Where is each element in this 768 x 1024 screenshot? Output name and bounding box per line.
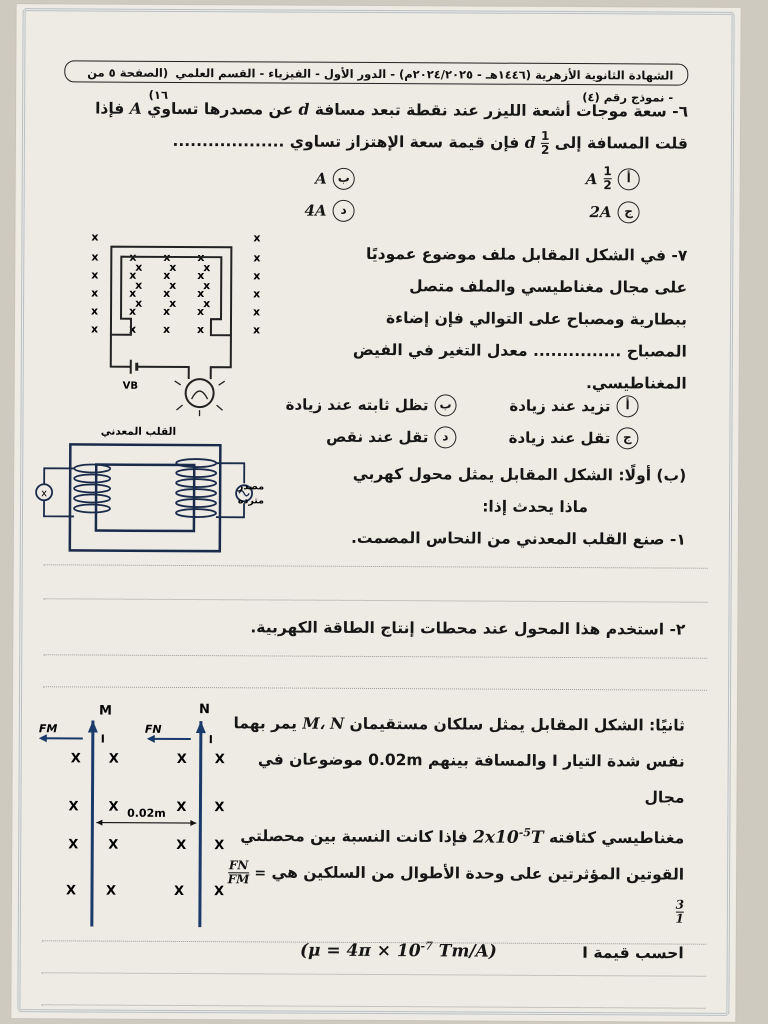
field-x-mark: x: [163, 286, 171, 300]
secondary-coil-icon: [176, 459, 216, 517]
q6-line2: قلت المسافة إلى $\frac{1}{2}$ d فإن قيمة سعة الإهتزاز تساوي ...................: [172, 128, 688, 157]
field-x-mark: x: [163, 268, 171, 282]
field-x-mark: X: [173, 883, 185, 899]
transformer-figure: [18, 416, 269, 557]
field-x-mark: x: [197, 287, 205, 301]
q7-text: ٧- في الشكل المقابل ملف موضوع عموديًا على مجال مغناطيسي والملف متصل ببطارية ومصباح على التوالي فإن إضاءة المصباح ............... معدل التغير في الفيض المغناطيسي.: [352, 244, 688, 393]
partb-item2: ٢- استخدم هذا المحول عند محطات إنتاج الطاقة الكهربية.: [250, 618, 686, 639]
current-n-label: I: [208, 733, 213, 747]
q6-option-a[interactable]: أ $\frac{1}{2}$ A: [586, 165, 640, 192]
field-x-mark: x: [197, 251, 205, 265]
field-x-mark: X: [105, 883, 117, 899]
field-x-mark: x: [129, 250, 137, 264]
source-label-1: مصدر: [237, 481, 265, 493]
field-x-mark: x: [91, 268, 99, 282]
lamp-rays-icon: [175, 381, 225, 416]
exam-page: [11, 4, 740, 1022]
field-x-mark: X: [70, 751, 81, 767]
partb-item1: ١- صنع القلب المعدني من النحاس المصمت.: [351, 528, 686, 549]
distance-label: 0.02m: [127, 806, 166, 820]
second-text: ثانيًا: الشكل المقابل يمثل سلكان مستقيمان M، N يمر بهما نفس شدة التيار I والمسافة بينهم 0.02m موضوعان في مجال مغناطيسي كثافته $2x10^{-5}T$ فإذا كانت النسبة بين محصلتي القوتين المؤثرتين على وحدة الأطوال من السلكين هي $\frac{FN}{FM}$ = $\frac{3}{1}$ احسب قيمة I ($\mu = 4\pi \times 10^{-7}$ Tm/A): [227, 713, 685, 962]
field-x-mark: x: [129, 304, 137, 318]
q7-option-d[interactable]: د تقل عند نقص: [326, 426, 456, 449]
q7-option-a[interactable]: أ تزيد عند زيادة: [509, 395, 638, 418]
q6-option-b[interactable]: ب A: [315, 168, 355, 190]
field-x-mark: x: [135, 296, 143, 310]
page-header: [64, 60, 688, 105]
field-x-mark: X: [213, 884, 225, 900]
field-x-mark: X: [108, 751, 119, 767]
field-x-mark: x: [91, 230, 99, 244]
q7-option-b[interactable]: ب تظل ثابته عند زيادة: [286, 394, 457, 417]
field-x-mark: X: [176, 837, 187, 854]
field-x-mark: x: [203, 297, 211, 311]
field-x-mark: x: [163, 250, 171, 264]
field-x-mark: x: [135, 278, 143, 292]
primary-coil-icon: [74, 464, 110, 512]
field-x-mark: x: [135, 260, 143, 274]
wire-n-label: N: [198, 702, 210, 718]
svg-text:x: x: [41, 488, 48, 500]
field-x-mark: x: [163, 304, 171, 318]
field-x-mark: x: [91, 250, 99, 264]
wire-m: [92, 721, 93, 927]
force-fn-label: FN: [144, 722, 162, 736]
field-x-mark: x: [252, 323, 261, 337]
field-x-mark: X: [214, 800, 225, 816]
field-x-mark: X: [176, 751, 187, 768]
q7-coil-figure: [71, 226, 272, 417]
field-x-mark: x: [129, 286, 137, 300]
field-x-mark: x: [253, 269, 261, 283]
battery-label: VB: [122, 380, 139, 392]
field-x-mark: x: [169, 260, 177, 274]
field-x-mark: x: [90, 322, 99, 336]
partb-intro: (ب) أولًا: الشكل المقابل يمثل محول كهربي: [352, 464, 687, 485]
header-title: الشهادة الثانوية الأزهرية (١٤٤٦هـ - ٢٠٢٤/٢٠٢٥م) - الدور الأول - الفيزياء - القسم العلمي - نموذج رقم (٤): [175, 65, 674, 105]
q7-option-c[interactable]: ج تقل عند زيادة: [509, 427, 639, 450]
q6-option-d[interactable]: د 4A: [304, 200, 354, 222]
parallel-wires-figure: [32, 698, 233, 929]
field-x-mark: X: [108, 837, 119, 853]
field-x-mark: x: [203, 279, 211, 293]
field-x-mark: x: [253, 287, 261, 301]
field-x-mark: x: [203, 261, 211, 275]
field-x-mark: x: [197, 305, 205, 319]
field-x-mark: x: [162, 322, 171, 336]
core-label: القلب المعدني: [100, 425, 177, 438]
circuit-wire-bottom: [137, 367, 189, 379]
lamp-icon: [186, 379, 214, 407]
field-x-mark: x: [196, 323, 205, 337]
source-label-2: مترده: [237, 495, 265, 507]
field-x-mark: X: [68, 837, 79, 853]
field-x-mark: x: [91, 304, 99, 318]
force-fm-label: FM: [38, 722, 58, 736]
q6-option-c[interactable]: ج 2A: [589, 201, 639, 223]
field-x-mark: X: [65, 883, 77, 899]
field-x-mark: x: [253, 231, 261, 245]
distance-marker: [96, 823, 196, 824]
field-x-mark: x: [129, 268, 137, 282]
field-x-mark: x: [197, 269, 205, 283]
circuit-wire-right: [211, 335, 231, 379]
partb-ask: ماذا يحدث إذا:: [482, 497, 589, 517]
field-x-mark: X: [214, 752, 225, 768]
field-x-mark: X: [214, 838, 225, 854]
field-x-mark: x: [91, 286, 99, 300]
field-x-mark: x: [253, 251, 261, 265]
field-x-mark: x: [253, 305, 261, 319]
current-m-label: I: [100, 732, 105, 746]
field-x-mark: X: [68, 799, 79, 815]
circuit-wire-left: [111, 335, 131, 367]
field-x-mark: X: [176, 799, 187, 816]
field-x-mark: x: [169, 278, 177, 292]
field-x-mark: X: [108, 799, 119, 815]
field-x-mark: x: [169, 296, 177, 310]
q6-line1: ٦- سعة موجات أشعة الليزر عند نقطة تبعد مسافة d عن مصدرها تساوي A فإذا: [95, 98, 689, 121]
wire-n: [200, 721, 201, 927]
page-number: (الصفحة ٥ من ١٦): [87, 65, 169, 102]
field-x-mark: x: [128, 322, 137, 336]
wire-m-label: M: [98, 703, 112, 719]
